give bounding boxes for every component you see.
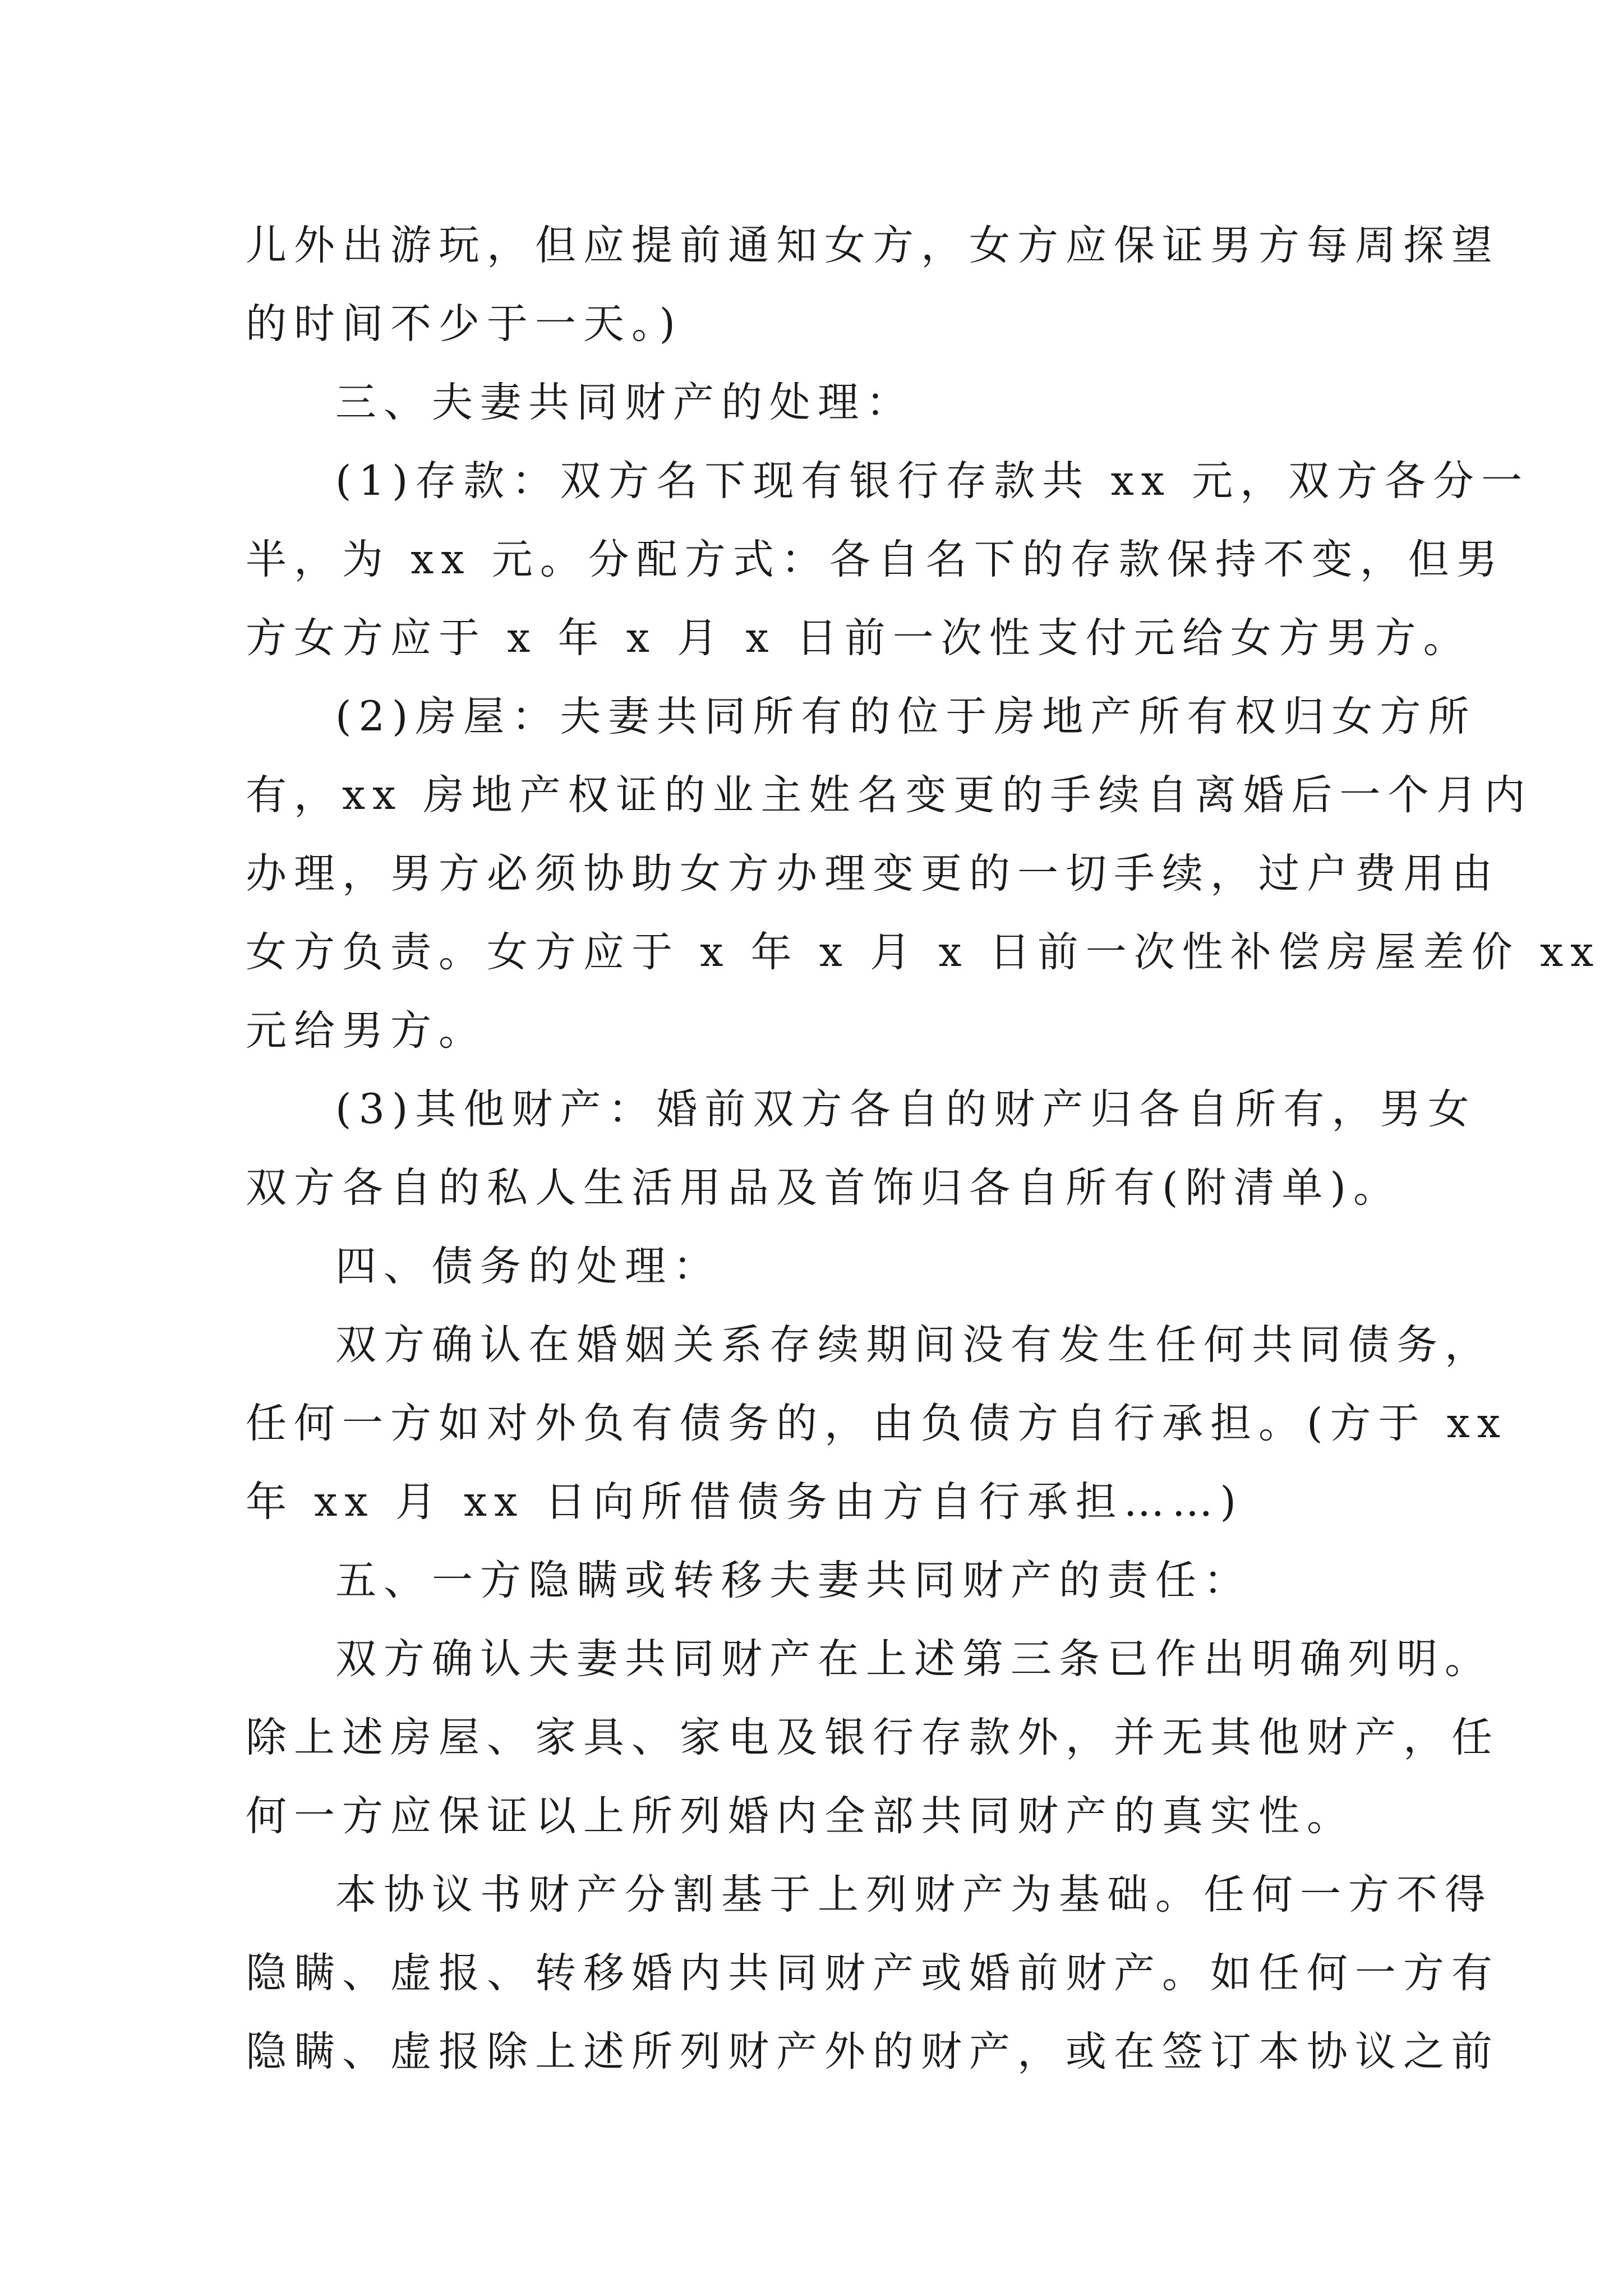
text-line: 任何一方如对外负有债务的，由负债方自行承担。(方于 xx xyxy=(246,1400,1508,1447)
text-line: 有，xx 房地产权证的业主姓名变更的手续自离婚后一个月内 xyxy=(246,771,1533,819)
text-line: 儿外出游玩，但应提前通知女方，女方应保证男方每周探望 xyxy=(246,222,1500,269)
text-line: (3)其他财产：婚前双方各自的财产归各自所有，男女 xyxy=(335,1085,1477,1133)
text-line: 隐瞒、虚报除上述所列财产外的财产，或在签订本协议之前 xyxy=(246,2028,1500,2076)
section-heading: 四、债务的处理： xyxy=(335,1243,721,1290)
text-line: 半，为 xx 元。分配方式：各自名下的存款保持不变，但男 xyxy=(246,536,1505,583)
text-line: 本协议书财产分割基于上列财产为基础。任何一方不得 xyxy=(335,1871,1493,1918)
text-line: 除上述房屋、家具、家电及银行存款外，并无其他财产，任 xyxy=(246,1714,1500,1761)
section-heading: 三、夫妻共同财产的处理： xyxy=(335,379,914,426)
section-heading: 五、一方隐瞒或转移夫妻共同财产的责任： xyxy=(335,1557,1252,1604)
text-line: 双方各自的私人生活用品及首饰归各自所有(附清单)。 xyxy=(246,1164,1401,1212)
text-line: 女方负责。女方应于 x 年 x 月 x 日前一次性补偿房屋差价 xx xyxy=(246,928,1601,976)
text-line: 办理，男方必须协助女方办理变更的一切手续，过户费用由 xyxy=(246,850,1500,898)
text-line: 隐瞒、虚报、转移婚内共同财产或婚前财产。如任何一方有 xyxy=(246,1949,1500,1997)
text-line: 方女方应于 x 年 x 月 x 日前一次性支付元给女方男方。 xyxy=(246,614,1472,662)
text-line: 元给男方。 xyxy=(246,1007,487,1055)
text-line: (1)存款：双方名下现有银行存款共 xx 元，双方各分一 xyxy=(335,457,1530,505)
text-line: 双方确认夫妻共同财产在上述第三条已作出明确列明。 xyxy=(335,1635,1493,1683)
text-line: (2)房屋：夫妻共同所有的位于房地产所有权归女方所 xyxy=(335,693,1477,740)
text-line: 何一方应保证以上所列婚内全部共同财产的真实性。 xyxy=(246,1792,1355,1840)
text-line: 双方确认在婚姻关系存续期间没有发生任何共同债务， xyxy=(335,1321,1493,1369)
document-body xyxy=(246,206,1601,2091)
text-line: 年 xx 月 xx 日向所借债务由方自行承担……) xyxy=(246,1478,1243,1526)
text-line: 的时间不少于一天。) xyxy=(246,300,683,348)
